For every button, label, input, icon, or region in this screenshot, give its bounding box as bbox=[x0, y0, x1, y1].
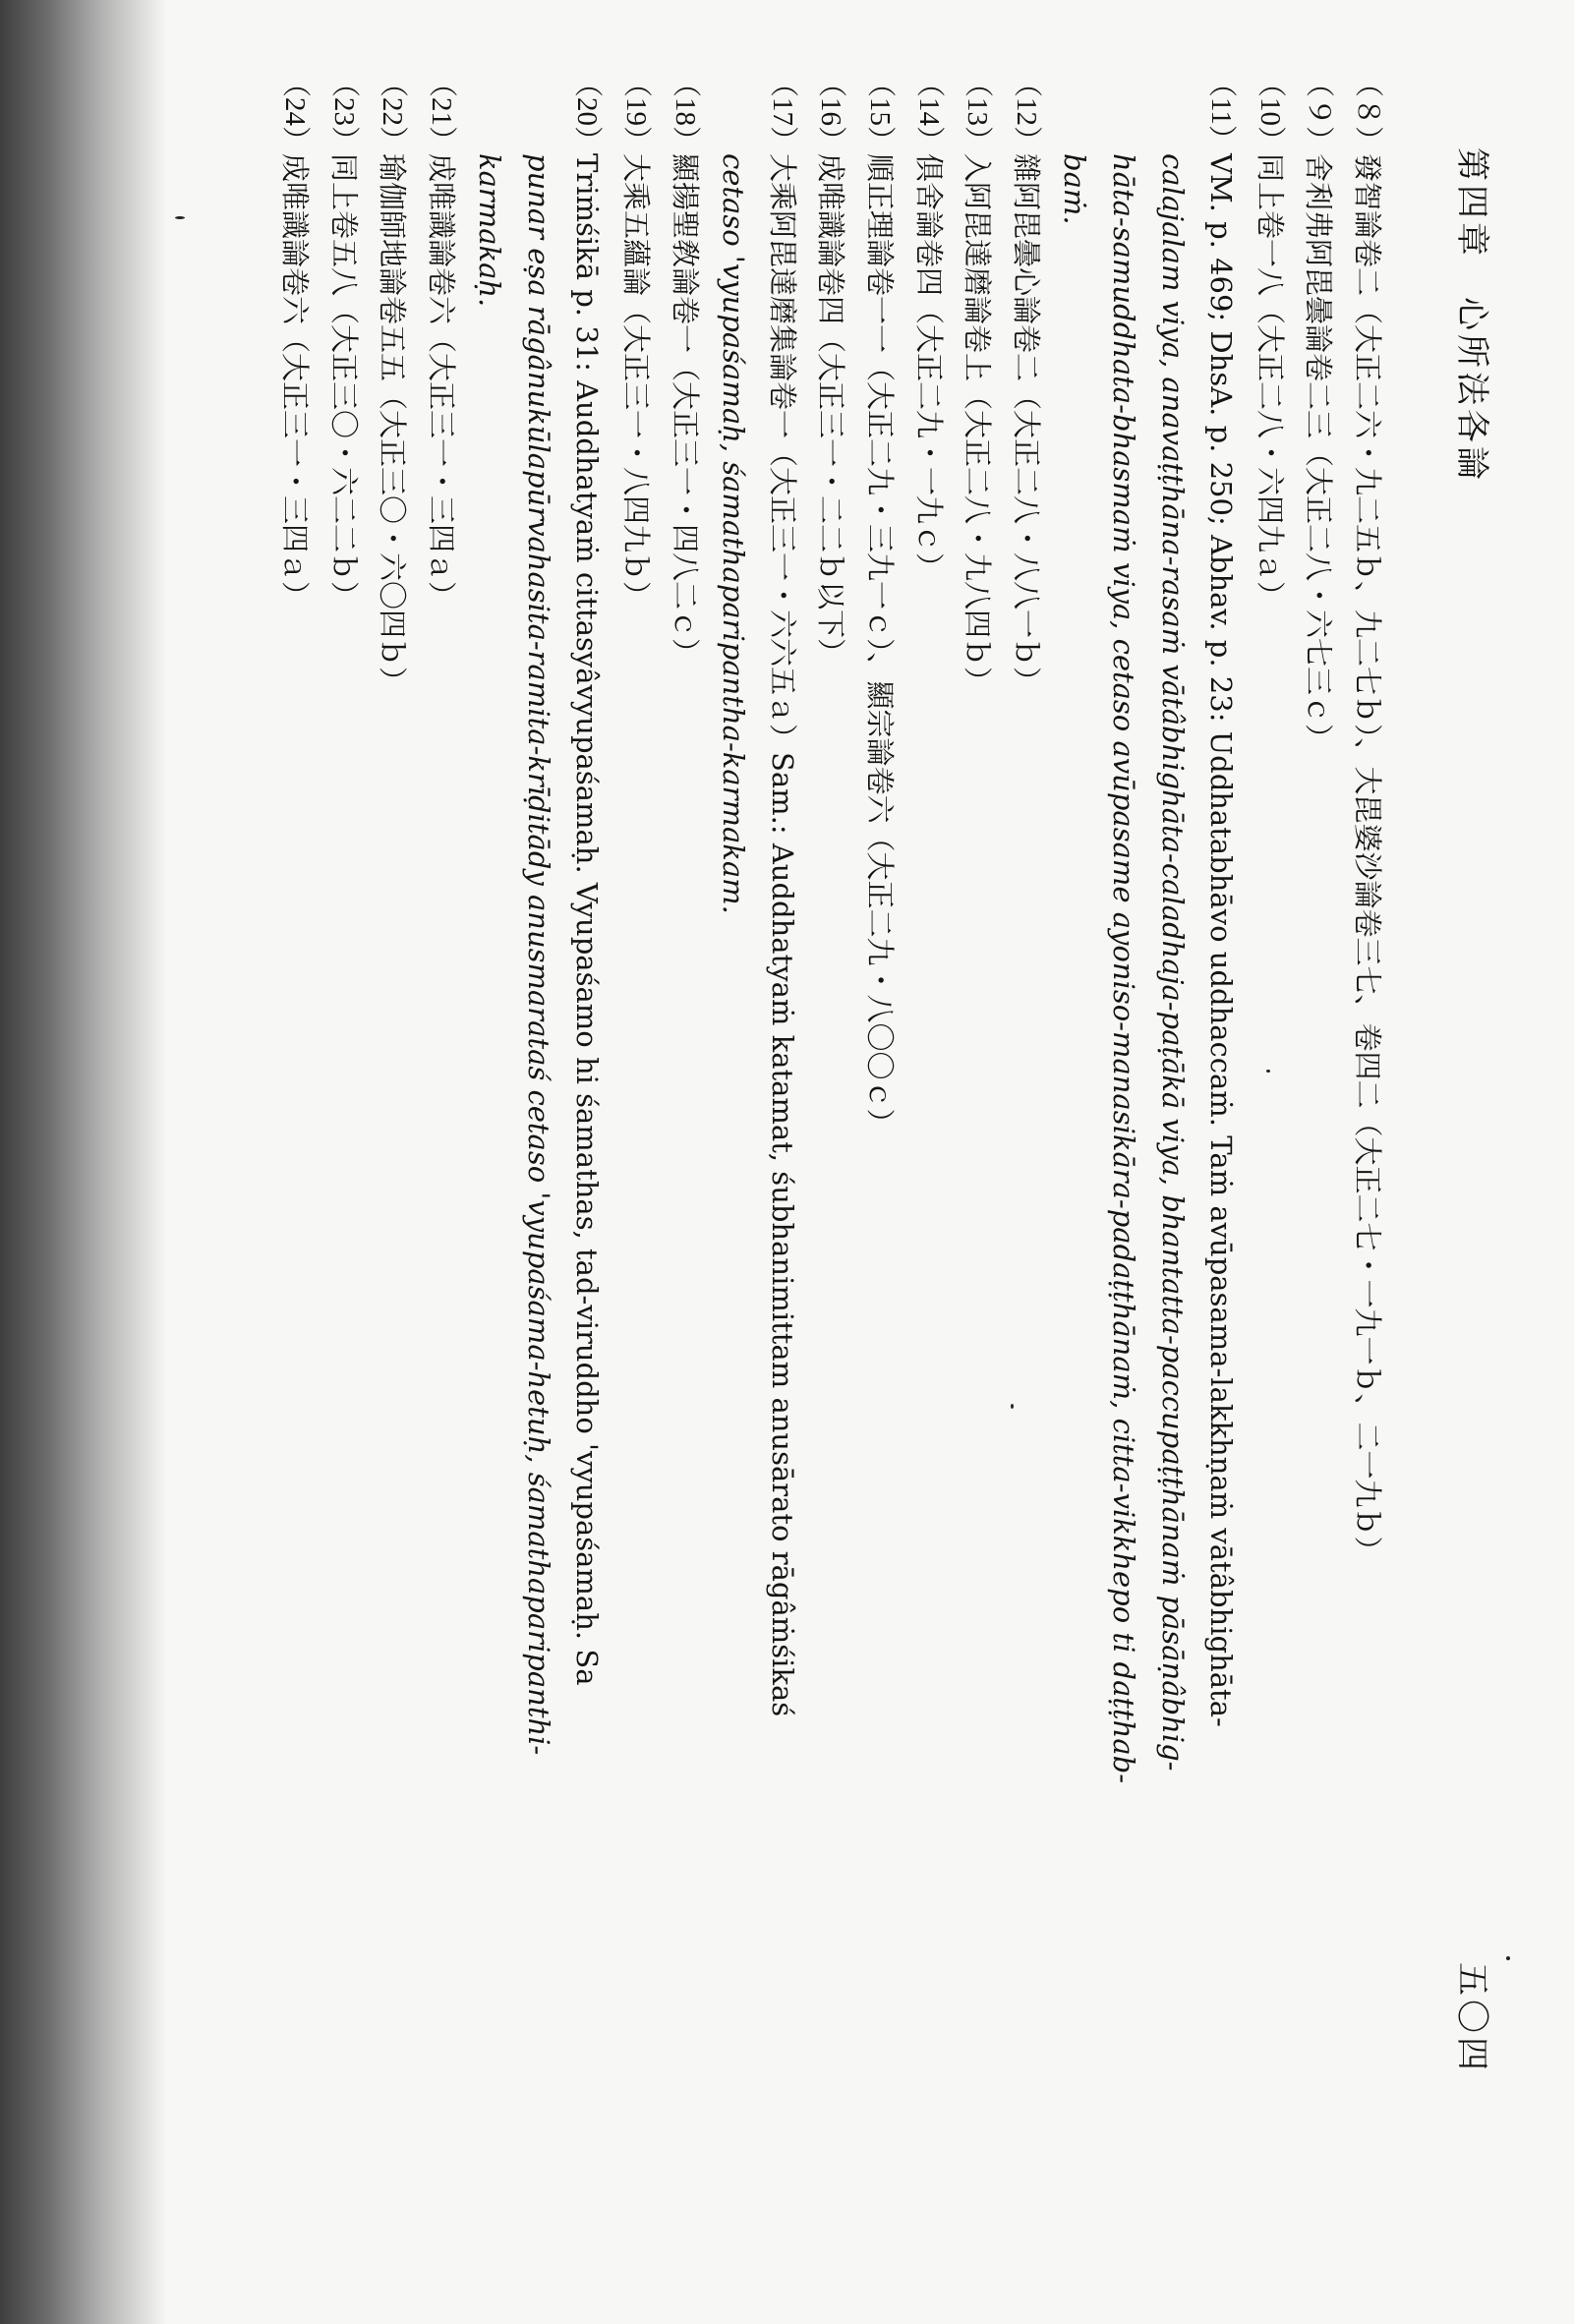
footnote-text: 俱舍論卷四（大正二九・一九ｃ） bbox=[911, 153, 946, 582]
footnote-number: （12） bbox=[1010, 69, 1042, 155]
footnote bbox=[953, 69, 1002, 2133]
footnote-number: （19） bbox=[620, 69, 653, 155]
scan-speck bbox=[175, 216, 185, 219]
footnote-text: 成唯識論卷四（大正三一・二二ｂ以下） bbox=[814, 153, 848, 668]
footnote-number: （16） bbox=[815, 69, 847, 155]
footnotes-list bbox=[269, 69, 1391, 2133]
footnote-number: （11） bbox=[1205, 69, 1238, 153]
footnote-text: Triṁśikā p. 31: Auddhatyaṁ cittasyâvyupaśamaḥ. Vyupaśamo hi śamathas, tad-viruddho 'vyupaśamaḥ. Sa bbox=[570, 153, 605, 1686]
footnote-text: 同上卷五八（大正三〇・六二二ｂ） bbox=[326, 153, 361, 610]
footnote-text: 大乘阿毘達磨集論卷一（大正三一・六六五ａ）Sam.: Auddhatyaṁ katamat, śubhanimittam anusārato rāgâṁśikaś bbox=[765, 153, 799, 1717]
footnote bbox=[1342, 69, 1391, 2133]
footnote bbox=[660, 69, 709, 2133]
footnote-number: （23） bbox=[327, 69, 360, 155]
scan-speck bbox=[1506, 1956, 1510, 1960]
footnote-text: 瑜伽師地論卷五五（大正三〇・六〇四ｂ） bbox=[376, 153, 410, 696]
footnote bbox=[1245, 69, 1294, 2133]
footnote-number: （13） bbox=[962, 69, 994, 155]
footnote-number: （10） bbox=[1253, 69, 1286, 155]
footnote-text: 成唯識論卷六（大正三一・三四ａ） bbox=[424, 153, 458, 610]
footnote-number: （21） bbox=[425, 69, 457, 155]
footnote-text: VM. p. 469; DhsA. p. 250; Abhav. p. 23: Uddhatabhāvo uddhaccaṁ. Taṁ avūpasama-lakkhṇaṁ vātâbhighāta- bbox=[1204, 153, 1239, 1727]
footnote-number: （15） bbox=[864, 69, 897, 155]
footnote bbox=[465, 69, 612, 2133]
footnote bbox=[709, 69, 806, 2133]
footnote-text: 同上卷一八（大正二八・六四九ａ） bbox=[1253, 153, 1287, 610]
footnote bbox=[904, 69, 953, 2133]
footnote bbox=[416, 69, 465, 2133]
footnote-number: （20） bbox=[571, 69, 604, 155]
footnote bbox=[269, 69, 319, 2133]
footnote-number: （22） bbox=[377, 69, 409, 155]
footnote bbox=[1001, 69, 1050, 2133]
rotated-page bbox=[231, 69, 1499, 2133]
footnote-text: calajalam viya, anavaṭṭhāna-rasaṁ vātâbhighāta-caladhaja-paṭākā viya, bhantatta-paccupaṭṭhānaṁ pāsāṇâbhig- bbox=[1155, 153, 1190, 1772]
footnote bbox=[612, 69, 661, 2133]
running-head: 第四章 心所法各論 bbox=[1452, 147, 1491, 484]
footnote-text: 發智論卷二（大正二六・九二五ｂ、九二七ｂ）、大毘婆沙論卷三七、卷四二（大正二七・一九一ｂ、二一九ｂ） bbox=[1351, 153, 1384, 1565]
footnote bbox=[806, 69, 855, 2133]
footnote-text: 舍利弗阿毘曇論卷二三（大正二八・六七三ｃ） bbox=[1302, 153, 1336, 753]
footnote bbox=[1050, 69, 1245, 2133]
footnote-text: baṁ. bbox=[1058, 153, 1092, 225]
footnote-text: 成唯識論卷六（大正三一・三四ａ） bbox=[277, 153, 312, 610]
footnote-number: （９） bbox=[1303, 69, 1335, 155]
footnote-text: punar eṣa rāgânukūlapūrvahasita-ramita-krīḍitādy anusmarataś cetaso 'vyupaśama-hetuḥ, śamathaparipanthi- bbox=[521, 153, 555, 1756]
footnote-text: karmakaḥ. bbox=[473, 153, 507, 308]
footnote bbox=[854, 69, 904, 2133]
footnote-text: cetaso 'vyupaśamaḥ, śamathaparipantha-karmakam. bbox=[717, 153, 751, 914]
footnote-text: 入阿毘達磨論卷上（大正二八・九八四ｂ） bbox=[961, 153, 995, 696]
footnote-number: （８） bbox=[1352, 69, 1383, 155]
footnote bbox=[368, 69, 417, 2133]
footnote-number: （17） bbox=[766, 69, 798, 155]
footnote-number: （24） bbox=[278, 69, 311, 155]
page-header bbox=[1440, 147, 1499, 2114]
footnote bbox=[1294, 69, 1343, 2133]
page-number: 五〇四 bbox=[1452, 1962, 1491, 2074]
scan-binding-shadow bbox=[0, 0, 167, 2324]
footnote-text: 顯揚聖敎論卷一（大正三一・四八二ｃ） bbox=[668, 153, 702, 668]
footnote-text: hāta-samuddhata-bhasmaṁ viya, cetaso avūpasame ayoniso-manasikāra-padaṭṭhānaṁ, citta-vikkhepo ti daṭṭhab- bbox=[1107, 153, 1141, 1784]
footnote-text: 大乘五蘊論（大正三一・八四九ｂ） bbox=[619, 153, 654, 610]
footnote-text: 順正理論卷一一（大正二九・三九一ｃ）、顯宗論卷六（大正二九・八〇〇ｃ） bbox=[863, 153, 898, 1137]
footnote-number: （14） bbox=[912, 69, 945, 155]
footnote-number: （18） bbox=[669, 69, 701, 155]
footnote bbox=[319, 69, 368, 2133]
footnote-text: 雜阿毘曇心論卷二（大正二八・八八一ｂ） bbox=[1009, 153, 1043, 696]
